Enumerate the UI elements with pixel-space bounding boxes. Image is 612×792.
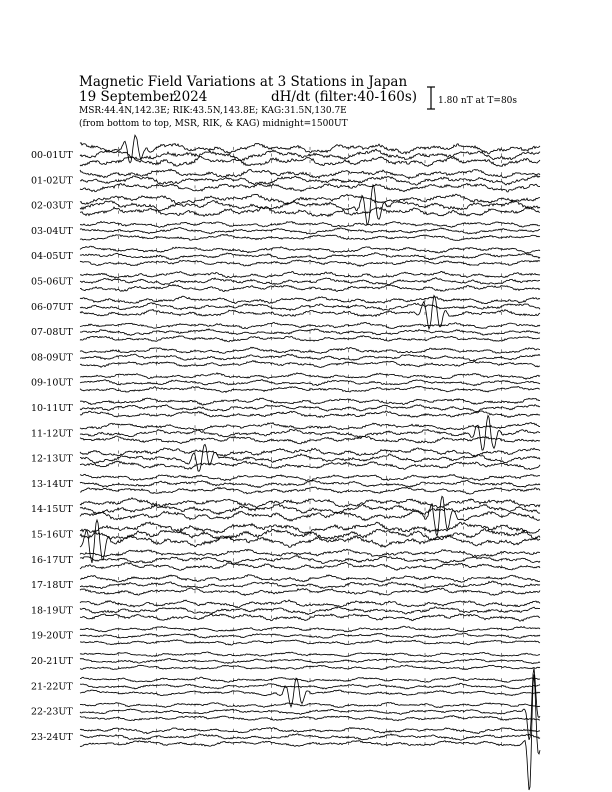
trace-rik: [80, 581, 540, 589]
trace-rik: [80, 416, 540, 450]
hour-label: 16-17UT: [31, 554, 73, 566]
minute-ticks: [118, 609, 501, 612]
hour-label: 18-19UT: [31, 605, 73, 617]
hour-label: 19-20UT: [31, 630, 73, 642]
trace-rows: [80, 135, 540, 790]
trace-msr: [80, 716, 540, 721]
trace-rik: [80, 175, 540, 185]
hour-label: 10-11UT: [31, 403, 73, 414]
trace-rik: [80, 354, 540, 361]
chart-date: 19 September: [79, 89, 176, 105]
hour-label: 11-12UT: [31, 428, 73, 440]
hour-label: 12-13UT: [31, 453, 73, 465]
trace-rik: [80, 253, 540, 260]
chart-title: Magnetic Field Variations at 3 Stations in Japan: [79, 74, 408, 90]
trace-kag: [80, 398, 540, 405]
trace-msr: [80, 562, 540, 570]
trace-rik: [80, 278, 540, 285]
hour-label: 02-03UT: [31, 200, 73, 212]
trace-msr: [80, 386, 540, 392]
hour-label: 20-21UT: [31, 656, 73, 667]
hour-label: 21-22UT: [31, 681, 73, 693]
trace-msr: [80, 588, 540, 596]
hour-labels: [31, 150, 73, 743]
trace-kag: [80, 575, 540, 582]
hour-label: 22-23UT: [31, 706, 73, 718]
hour-label: 23-24UT: [31, 731, 73, 743]
scale-legend: [427, 87, 517, 109]
trace-rik: [80, 185, 540, 225]
hour-label: 08-09UT: [31, 352, 73, 364]
chart-order-note: (from bottom to top, MSR, RIK, & KAG) midnight=1500UT: [79, 119, 348, 129]
minute-ticks: [118, 660, 501, 663]
trace-msr: [80, 678, 540, 707]
chart-year: 2024: [173, 89, 208, 105]
chart-quantity: dH/dt (filter:40-160s): [271, 89, 418, 105]
trace-rik: [80, 683, 540, 689]
hour-label: 14-15UT: [31, 504, 73, 516]
hour-label: 17-18UT: [31, 580, 73, 592]
minute-ticks: [118, 526, 501, 529]
scale-label: 1.80 nT at T=80s: [438, 96, 518, 106]
hour-label: 05-06UT: [31, 276, 73, 288]
hour-label: 09-10UT: [31, 377, 73, 389]
trace-kag: [80, 246, 540, 253]
hour-label: 04-05UT: [31, 251, 73, 263]
hour-label: 00-01UT: [31, 150, 73, 161]
hour-label: 03-04UT: [31, 225, 73, 237]
minute-ticks: [118, 533, 501, 536]
hour-label: 06-07UT: [31, 301, 73, 313]
trace-rik: [80, 556, 540, 564]
hour-label: 13-14UT: [31, 478, 73, 490]
trace-kag: [80, 728, 540, 734]
trace-rik: [80, 303, 540, 311]
chart-stations: MSR:44.4N,142.3E; RIK:43.5N,143.8E; KAG:31.5N,130.7E: [79, 106, 347, 116]
trace-msr: [80, 285, 540, 292]
hour-label: 15-16UT: [31, 529, 73, 541]
trace-msr: [80, 234, 540, 240]
hour-label: 01-02UT: [31, 175, 73, 187]
trace-kag: [80, 549, 540, 556]
minute-ticks: [118, 273, 501, 276]
minute-ticks: [118, 229, 501, 232]
hour-label: 07-08UT: [31, 327, 73, 339]
chart-header: [79, 74, 417, 129]
trace-rik: [80, 658, 540, 663]
trace-msr: [80, 614, 540, 621]
trace-msr: [80, 361, 540, 368]
